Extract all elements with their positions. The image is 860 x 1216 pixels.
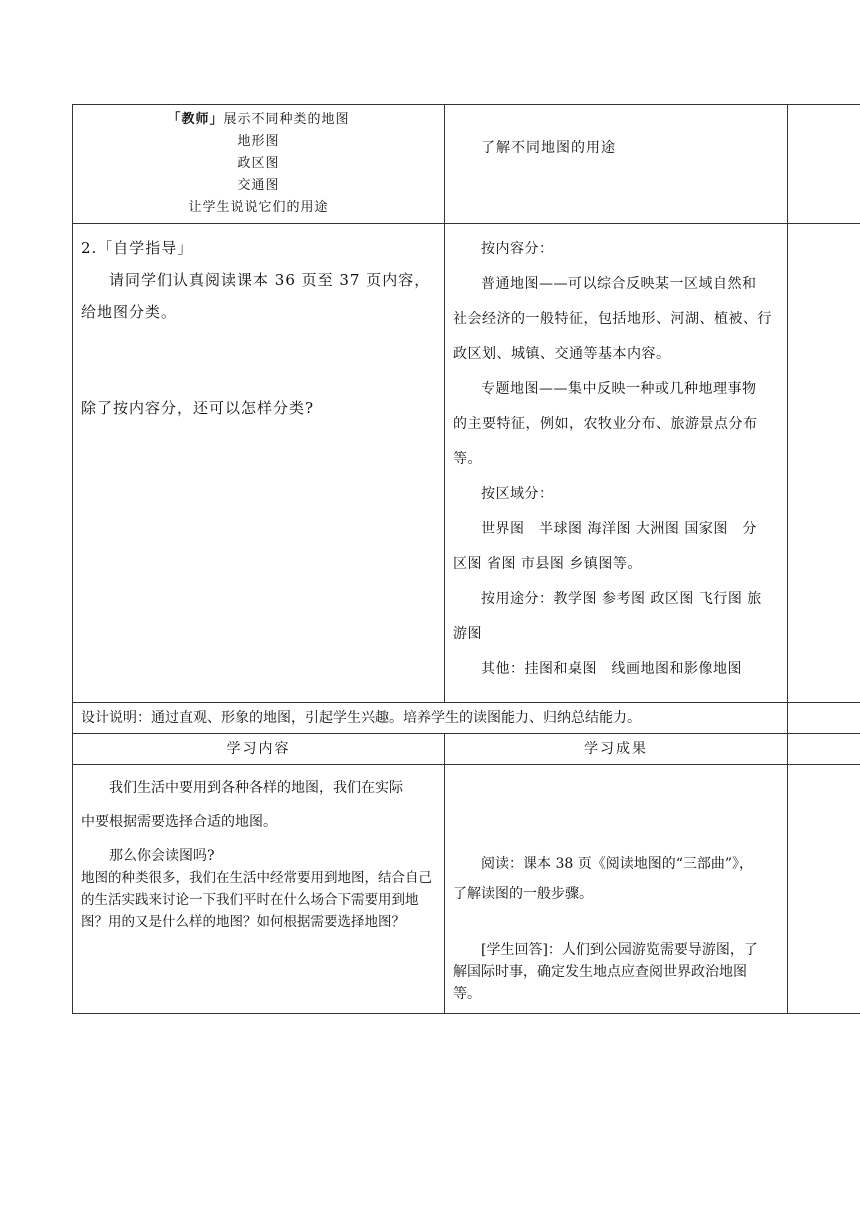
reading-line: 阅读：课本 38 页《阅读地图的“三部曲”》， [481,856,754,872]
result-line: 区图 省图 市县图 乡镇图等。 [453,556,642,572]
result-line: 社会经济的一般特征，包括地形、河湖、植被、行 [453,311,772,327]
map-type-item: 政区图 [237,156,280,171]
map-type-item: 地形图 [237,134,280,149]
empty-cell [788,765,860,1014]
teacher-intro [79,109,438,131]
design-note: 设计说明：通过直观、形象的地图，引起学生兴趣。培养学生的读图能力、归纳总结能力。 [81,710,641,726]
learning-result-header [445,734,788,765]
learning-content-cell [73,765,445,1014]
answer-line: [学生回答]：人们到公园游览需要导游图，了 [481,942,758,958]
empty-cell [788,734,860,765]
content-intro: 中要根据需要选择合适的地图。 [81,814,277,830]
map-type-item: 交通图 [237,178,280,193]
teacher-text: 展示不同种类的地图 [223,112,350,127]
lesson-plan-table [72,104,860,1014]
answer-line: 解国际时事，确定发生地点应查阅世界政治地图 [453,964,747,980]
table-row [73,703,860,734]
teacher-activity-cell [73,105,445,224]
result-line: 普通地图——可以综合反映某一区域自然和 [481,276,757,292]
result-cell [445,105,788,224]
self-study-cell [73,224,445,703]
content-discussion: 地图的种类很多，我们在生活中经常要用到地图，结合自己的生活实践来讨论一下我们平时在什么场合下需要用到地图？用的又是什么样的地图？如何根据需要选择地图？ [81,870,432,930]
reading-line: 了解读图的一般步骤。 [453,886,593,902]
empty-cell [788,703,860,734]
classification-result-cell [445,224,788,703]
self-study-instruction: 给地图分类。 [81,303,178,321]
teacher-prompt: 让学生说说它们的用途 [188,200,329,215]
table-row [73,734,860,765]
content-intro: 我们生活中要用到各种各样的地图，我们在实际 [109,780,403,796]
content-question: 那么你会读图吗? [109,848,215,864]
result-line: 专题地图——集中反映一种或几种地理事物 [481,381,757,397]
answer-line: 等。 [453,986,481,1002]
empty-cell [788,224,860,703]
result-line: 按内容分： [481,241,554,257]
result-line: 政区划、城镇、交通等基本内容。 [453,346,671,362]
learning-content-label: 学习内容 [226,741,291,757]
learning-result-cell [445,765,788,1014]
teacher-tag: 「教师」 [167,112,224,127]
classification-question: 除了按内容分，还可以怎样分类? [81,399,315,417]
result-line: 按区域分： [481,486,554,502]
result-line: 世界图 半球图 海洋图 大洲图 国家图 分 [481,521,757,537]
learning-result-label: 学习成果 [584,741,648,757]
result-line: 游图 [453,626,482,642]
self-study-instruction: 请同学们认真阅读课本 36 页至 37 页内容， [109,271,431,289]
result-line: 的主要特征，例如，农牧业分布、旅游景点分布等。 [453,416,758,467]
table-row [73,105,860,224]
table-row [73,765,860,1014]
self-study-heading: 2.「自学指导」 [81,239,194,257]
result-line: 其他：挂图和桌图 线画地图和影像地图 [481,661,742,677]
result-text: 了解不同地图的用途 [481,140,616,156]
learning-content-header [73,734,445,765]
result-line: 按用途分：教学图 参考图 政区图 飞行图 旅 [481,591,762,607]
empty-cell [788,105,860,224]
table-row [73,224,860,703]
design-note-cell [73,703,788,734]
